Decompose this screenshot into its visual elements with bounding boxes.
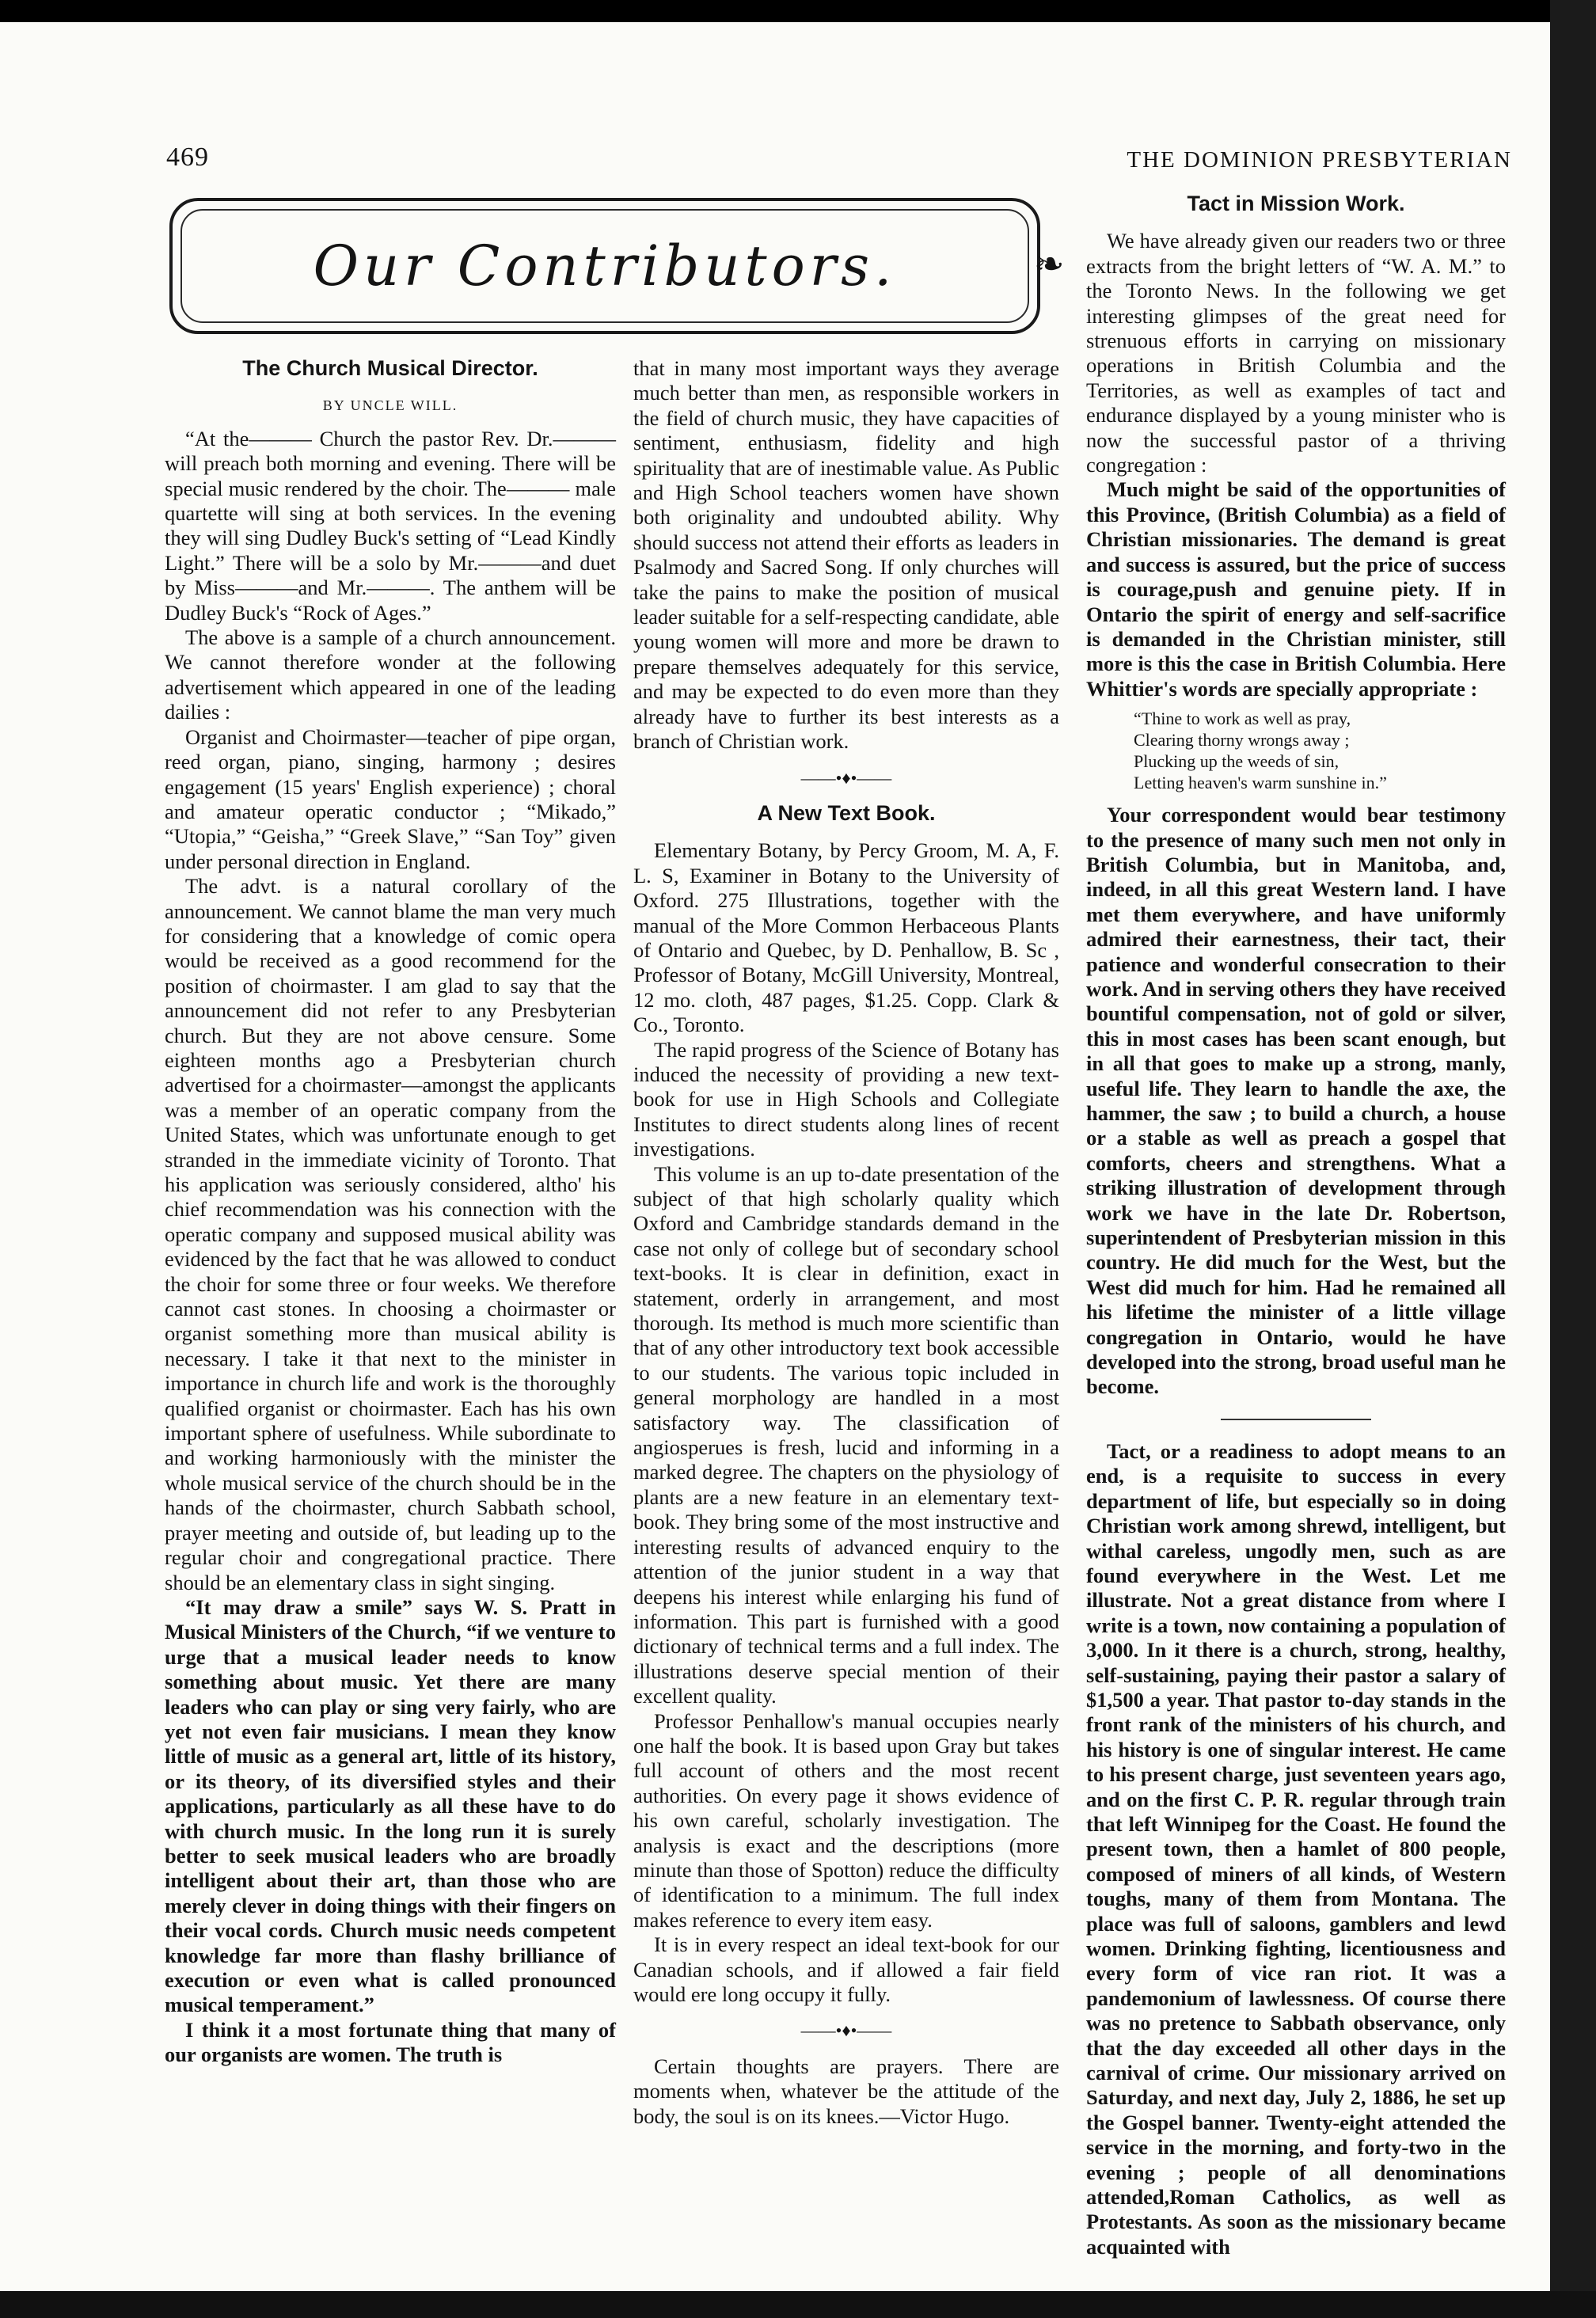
page-number: 469 [166,142,209,172]
article-paragraph: Organist and Choirmaster—teacher of pipe organ, reed organ, piano, singing, harmony ; desires engagement (15 years' English experience) ; choral and amateur operatic conductor ; “Mikado,” “Utopia,” “Geisha,” “Greek Slave,” “San Toy” given under personal direction in England. [165,724,616,873]
article-paragraph: The rapid progress of the Science of Botany has induced the necessity of providing a new text-book for use in High Schools and Collegiate Institutes to direct students along lines of recent investigations. [633,1037,1059,1161]
column-rule [1221,1419,1371,1420]
article-paragraph: “At the——— Church the pastor Rev. Dr.——— will preach both morning and evening. There will be special music rendered by the choir. The——— male quartette will sing at both services. In the evening they will sing Dudley Buck's setting of “Lead Kindly Light.” There will be a solo by Mr.———and duet by Miss———and Mr.———. The anthem will be Dudley Buck's “Rock of Ages.” [165,426,616,625]
article-continuation: that in many most important ways they average much better than men, as responsible workers in the field of church music, they have capacities of sentiment, enthusiasm, fidelity and high spirituality that are of inestimable value. As Public and High School teachers women have shown both originality and undoubted ability. Why should success not attend their efforts as leaders in Psalmody and Sacred Song. If only churches will take the pains to make the position of musical leader suitable for a self-respecting candidate, able young women will more and more be drawn to prepare themselves adequately for this service, and may be expected to do even more than they already have to further its best interests as a branch of Christian work. [633,356,1059,754]
poem-quote [1134,708,1506,793]
journal-title: THE DOMINION PRESBYTERIAN [1127,147,1512,173]
article-paragraph: This volume is an up to-date presentation of the subject of that high scholarly quality which Oxford and Cambridge standards demand in the case not only of college but of secondary school text-books. It is clear in definition, exact in statement, orderly in arrangement, and most thorough. Its method is much more scientific than that of any other introductory text book accessible to our students. The various topic included in general morphology are handled in a most satisfactory way. The classification of angiosperues is fresh, lucid and informing in a marked degree. The chapters on the physiology of plants are a new feature in an elementary text-book. They bring some of the most instructive and interesting results of advanced enquiry to the attention of the junior student in a way that deepens his interest while enlarging his fund of information. This part is furnished with a good dictionary of technical terms and a full index. The illustrations deserve special mention of their excellent quality. [633,1161,1059,1708]
article-paragraph: The above is a sample of a church announcement. We cannot therefore wonder at the following advertisement which appeared in one of the leading dailies : [165,625,616,724]
article-paragraph: Your correspondent would bear testimony to the presence of many such men not only in British Columbia, but in Manitoba, and, indeed, in all this great Western land. I have met them everywhere, and have uniformly admired their earnestness, their tact, their patience and wonderful consecration to their work. And in serving others they have received bountiful compensation, not of gold or silver, this in most cases has been scant enough, but in all that goes to make up a strong, manly, useful life. They learn to handle the axe, the hammer, the saw ; to build a church, a house or a stable as well as preach a gospel that comforts, cheers and strengthens. What a striking illustration of development through work we have in the late Dr. Robertson, superintendent of Presbyterian mission in this country. He did much for the West, but the West did much for him. Had he remained all his lifetime the minister of a little village congregation in Ontario, would he have developed into the strong, broad useful man he become. [1086,803,1506,1399]
section-banner [169,198,1040,334]
article-title-church-musical-director: The Church Musical Director. [242,356,538,380]
article-title-new-text-book: A New Text Book. [757,800,936,825]
article-title-tact-in-mission-work: Tact in Mission Work. [1187,192,1405,215]
article-byline: BY UNCLE WILL. [322,397,458,414]
article-paragraph: The advt. is a natural corollary of the announcement. We cannot blame the man very much for considering that a knowledge of comic opera would be received as a good recommend for the position of choirmaster. I am glad to say that the announcement did not refer to any Presbyterian church. But they are not above censure. Some eighteen months ago a Presbyterian church advertised for a choirmaster—amongst the applicants was a member of an operatic company from the United States, which was unfortunate enough to get stranded in the immediate vicinity of Toronto. That his application was seriously considered, altho' his chief recommendation was his connection with the operatic company and supposed musical ability was evidenced by the fact that he was allowed to conduct the choir for some three or four weeks. We therefore cannot cast stones. In choosing a choirmaster or organist something more than musical ability is necessary. I take it that next to the minister in importance in church life and work is the thoroughly qualified organist or choirmaster. Each has his own important sphere of usefulness. While subordinate to and working harmoniously with the minister the whole musical service of the church should be in the hands of the choirmaster, church Sabbath school, prayer meeting and outside of, but leading up to the regular choir and congregational practice. There should be an elementary class in sight singing. [165,874,616,1594]
scan-bottom-border [0,2291,1596,2318]
poem-line: Letting heaven's warm sunshine in.” [1134,773,1387,793]
running-head [166,142,1512,174]
article-paragraph: Much might be said of the opportunities of this Province, (British Columbia) as a field of Christian missionaries. The demand is great and success is assured, but the price of success is courage,push and genuine piety. If in Ontario the spirit of energy and self-sacrifice is demanded in the Christian minister, still more is this the case in British Columbia. Here Whittier's words are specially appropriate : [1086,477,1506,701]
section-divider: ——•♦•—— [800,2020,892,2041]
column-3 [1086,192,1506,2259]
section-divider: ——•♦•—— [800,767,892,788]
article-paragraph: Professor Penhallow's manual occupies nearly one half the book. It is based upon Gray but takes full account of others and the most recent authorities. On every page it shows evidence of his own careful, scholarly investigation. The analysis is exact and the descriptions (more minute than those of Spotton) reduce the difficulty of identification to a minimum. The full index makes reference to every item easy. [633,1708,1059,1932]
poem-line: Clearing thorny wrongs away ; [1134,730,1350,750]
quote-paragraph: Certain thoughts are prayers. There are moments when, whatever be the attitude of the body, the soul is on its knees.—Victor Hugo. [633,2054,1059,2128]
scan-top-border [0,0,1596,22]
scan-right-border [1550,0,1596,2318]
article-paragraph: Elementary Botany, by Percy Groom, M. A, F. L. S, Examiner in Botany to the University of Oxford. 275 Illustrations, together with the manual of the More Common Herbaceous Plants of Ontario and Quebec, by D. Penhallow, B. Sc , Professor of Botany, McGill University, Montreal, 12 mo. cloth, 487 pages, $1.25. Copp. Clark & Co., Toronto. [633,838,1059,1037]
poem-line: Plucking up the weeds of sin, [1134,751,1340,772]
article-paragraph: I think it a most fortunate thing that many of our organists are women. The truth is [165,2017,616,2067]
article-paragraph: Tact, or a readiness to adopt means to an end, is a requisite to success in every department of life, but especially so in doing Christian work among shrewd, intelligent, but withal careless, ungodly men, such as are found everywhere in the West. Let me illustrate. Not a great distance from where I write is a town, now containing a population of 3,000. In it there is a church, strong, healthy, self-sustaining, paying their pastor a salary of $1,500 a year. That pastor to-day stands in the front rank of the ministers of his church, and his history is one of singular interest. He came to his present charge, just seventeen years ago, and on the first C. P. R. regular through train that left Winnipeg for the Coast. He found the present town, then a hamlet of 800 people, composed of miners of all kinds, of Western toughs, many of them from Montana. The place was full of saloons, gamblers and lewd women. Drinking fighting, licentiousness and every form of vice ran riot. It was a pandemonium of lawlessness. Of course there was no pretence to Sabbath observance, only that the day exceeded all other days in the carnival of crime. Our missionary arrived on Saturday, and next day, July 2, 1886, he set up the Gospel banner. Twenty-eight attended the service in the morning, and forty-two in the evening ; people of all denominations attended,Roman Catholics, as well as Protestants. As soon as the missionary became acquainted with [1086,1438,1506,2259]
article-paragraph: We have already given our readers two or three extracts from the bright letters of “W. A. M.” to the Toronto News. In the following we get interesting glimpses of the great need for strenuous efforts in carrying on missionary operations in British Columbia and the Territories, as well as examples of tact and endurance displayed by a young minister who is now the successful pastor of a thriving congregation : [1086,229,1506,477]
article-paragraph: “It may draw a smile” says W. S. Pratt in Musical Ministers of the Church, “if we venture to urge that a musical leader needs to know something about music. Yet there are many leaders who can play or sing very fairly, who are yet not even fair musicians. I mean they know little of music as a general art, little of its history, or its theory, of its diversified styles and their applications, particularly as all these have to do with church music. In the long run it is surely better to seek musical leaders who are broadly intelligent about their art, than those who are merely clever in doing things with their fingers on their vocal cords. Church music needs competent knowledge far more than flashy brilliance of execution or even what is called pronounced musical temperament.” [165,1594,616,2017]
column-2 [633,356,1059,2129]
poem-line: “Thine to work as well as pray, [1134,709,1351,729]
column-1 [165,356,616,2068]
banner-flourish-icon: ❧ [1034,242,1065,285]
banner-title: Our Contributors. [313,234,897,298]
article-paragraph: It is in every respect an ideal text-book for our Canadian schools, and if allowed a fair field would ere long occupy it fully. [633,1932,1059,2006]
